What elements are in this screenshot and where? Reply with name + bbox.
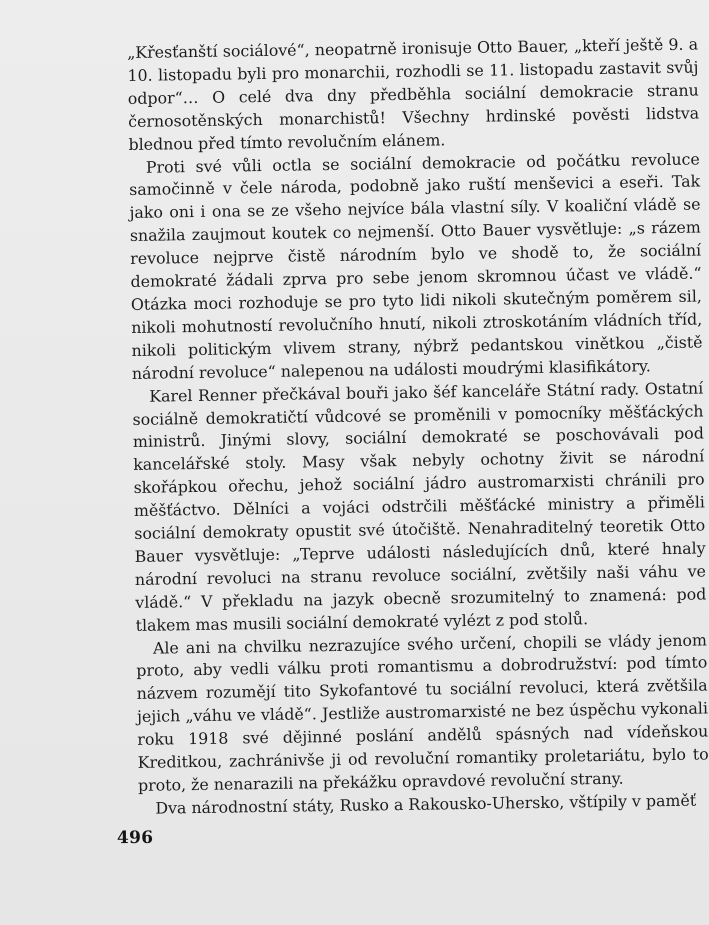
paragraph-1: „Křesťanští sociálové“, neopatrně ironisuje Otto Bauer, „kteří ještě 9. a 10. listopadu byli pro monarchii, rozhodli se 11. listopadu zastavit svůj odpor“… O celé dva dny předběhla sociální demokracie stranu černosotěnských monarchistů! Všechny hrdinské pověsti lidstva blednou před tímto revolučním elánem. <box>127 34 700 154</box>
page-number: 496 <box>116 827 154 849</box>
body-text <box>127 34 709 821</box>
paragraph-3: Karel Renner přečkával bouři jako šéf kanceláře Státní rady. Ostatní sociálně demokratičtí vůdcové se proměnili v pomocníky měšťáckých ministrů. Jinými slovy, sociální demokraté se poschovávali pod kancelářské stoly. Masy však nebyly ochotny živit se národní skořápkou ořechu, jehož sociální jádro austromarxisti chránili pro měšťáctvo. Dělníci a vojáci odstrčili měšťácké ministry a přiměli sociální demokraty opustit své útočiště. Nenahraditelný teoretik Otto Bauer vysvětluje: „Teprve události následujících dnů, které hnaly národní revoluci na stranu revoluce sociální, zvětšily naši váhu ve vládě.“ V překladu na jazyk obecně srozumitelný to znamená: pod tlakem mas musili sociální demokraté vylézt z pod stolů. <box>132 378 707 635</box>
paragraph-5: Dva národnostní státy, Rusko a Rakousko-Uhersko, vštípily v paměť <box>155 790 697 818</box>
paragraph-4: Ale ani na chvilku nezrazujíce svého určení, chopili se vlády jenom proto, aby vedli válku proti romantismu a dobrodružství: pod tímto názvem rozumějí tito Sykofantové tu sociální revoluci, která zvětšila jejich „váhu ve vládě“. Jestliže austromarxisté ne bez úspěchu vykonali roku 1918 své dějinné poslání andělů spásných nad vídeňskou Kreditkou, zachránivše ji od revoluční romantiky proletariátu, bylo to proto, že nenarazili na překážku opravdové revoluční strany. <box>136 630 709 795</box>
paragraph-2: Proti své vůli octla se sociální demokracie od počátku revoluce samočinně v čele národa, podobně jako ruští menševici a eseři. Tak jako oni i ona se ze všeho nejvíce bála vlastní síly. V koaliční vládě se snažila zaujmout koutek co nejmenší. Otto Bauer vysvětluje: „s rázem revoluce nejprve čistě národním bylo ve shodě to, že sociální demokraté žádali zprva pro sebe jenom skromnou účast ve vládě.“ Otázka moci rozhoduje se pro tyto lidi nikoli skutečným poměrem sil, nikoli mohutností revolučního hnutí, nikoli ztroskotáním vládních tříd, nikoli politickým vlivem strany, nýbrž pedantskou vinětkou „čistě národní revoluce“ nalepenou na události moudrými klasifikátory. <box>129 149 703 383</box>
